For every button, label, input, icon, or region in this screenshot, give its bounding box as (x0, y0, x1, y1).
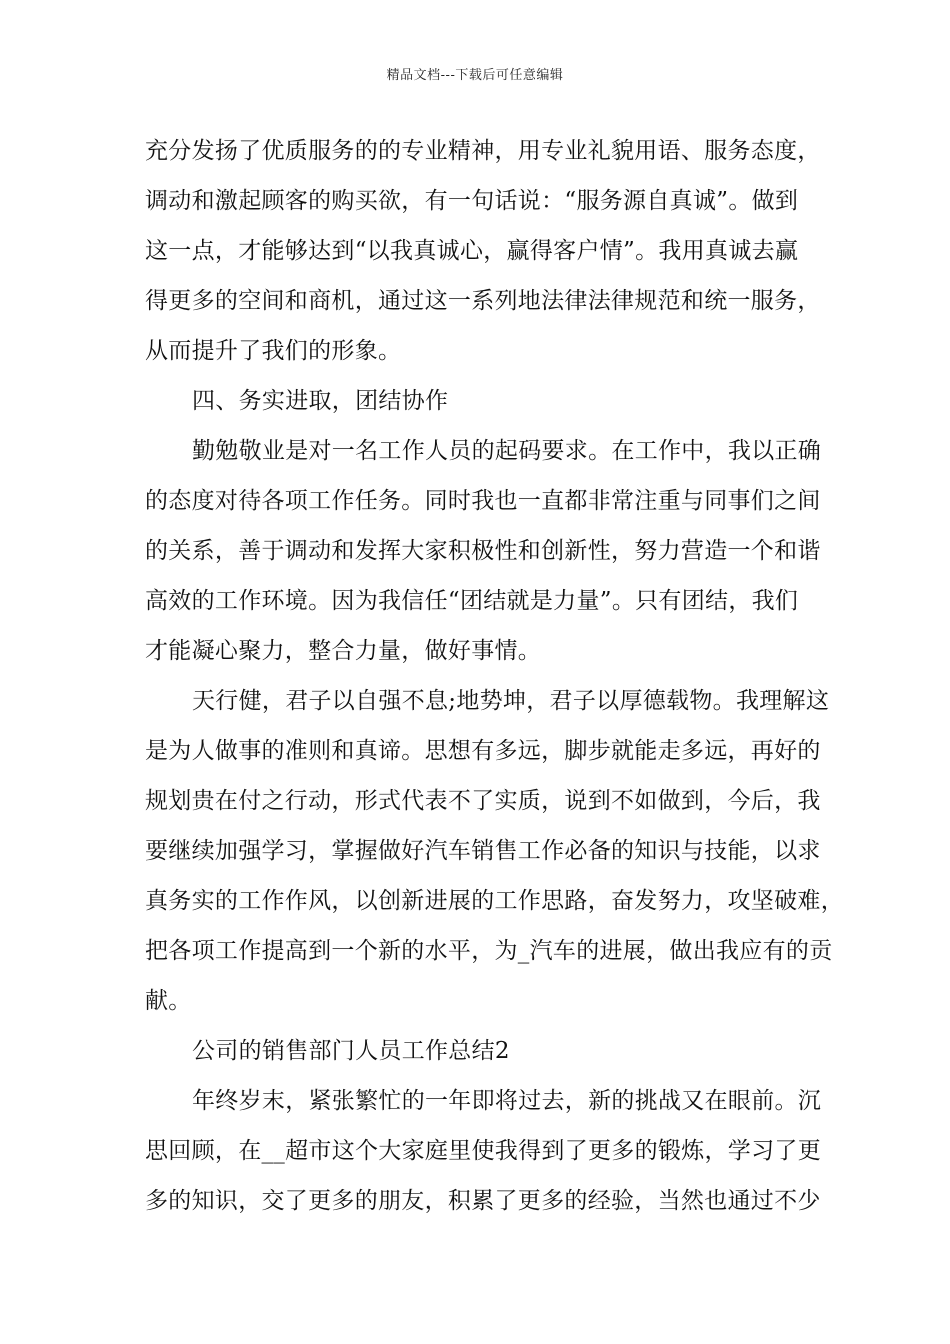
paragraph-line: 年终岁末，紧张繁忙的一年即将过去，新的挑战又在眼前。沉 (192, 1088, 822, 1114)
paragraph-line: 把各项工作提高到一个新的水平，为_汽车的进展，做出我应有的贡 (145, 938, 833, 964)
paragraph-line: 这一点，才能够达到“以我真诚心，赢得客户情”。我用真诚去赢 (145, 238, 799, 264)
paragraph-line: 是为人做事的准则和真谛。思想有多远，脚步就能走多远，再好的 (145, 738, 821, 764)
paragraph-line: 从而提升了我们的形象。 (145, 338, 402, 364)
paragraph-line: 多的知识，交了更多的朋友，积累了更多的经验，当然也通过不少 (145, 1188, 821, 1214)
page-header: 精品文档---下载后可任意编辑 (386, 68, 564, 83)
section-heading: 四、务实进取，团结协作 (192, 388, 449, 414)
section-title: 公司的销售部门人员工作总结2 (192, 1038, 510, 1064)
paragraph-line: 要继续加强学习，掌握做好汽车销售工作必备的知识与技能，以求 (145, 838, 821, 864)
paragraph-line: 高效的工作环境。因为我信任“团结就是力量”。只有团结，我们 (145, 588, 799, 614)
paragraph-line: 天行健，君子以自强不息;地势坤，君子以厚德载物。我理解这 (192, 688, 830, 714)
paragraph-line: 真务实的工作作风，以创新进展的工作思路，奋发努力，攻坚破难， (145, 888, 844, 914)
paragraph-line: 才能凝心聚力，整合力量，做好事情。 (145, 638, 542, 664)
document-body (145, 126, 844, 1226)
paragraph-line: 的态度对待各项工作任务。同时我也一直都非常注重与同事们之间 (145, 488, 821, 514)
paragraph-line: 献。 (145, 988, 192, 1014)
paragraph-line: 的关系，善于调动和发挥大家积极性和创新性，努力营造一个和谐 (145, 538, 821, 564)
paragraph-line: 勤勉敬业是对一名工作人员的起码要求。在工作中，我以正确 (192, 438, 822, 464)
paragraph-line: 得更多的空间和商机，通过这一系列地法律法律规范和统一服务， (145, 288, 821, 314)
paragraph-line: 思回顾，在__超市这个大家庭里使我得到了更多的锻炼，学习了更 (145, 1138, 821, 1164)
paragraph-line: 规划贵在付之行动，形式代表不了实质，说到不如做到，今后，我 (145, 788, 821, 814)
paragraph-line: 充分发扬了优质服务的的专业精神，用专业礼貌用语、服务态度， (145, 138, 821, 164)
paragraph-line: 调动和激起顾客的购买欲，有一句话说：“服务源自真诚”。做到 (145, 188, 799, 214)
